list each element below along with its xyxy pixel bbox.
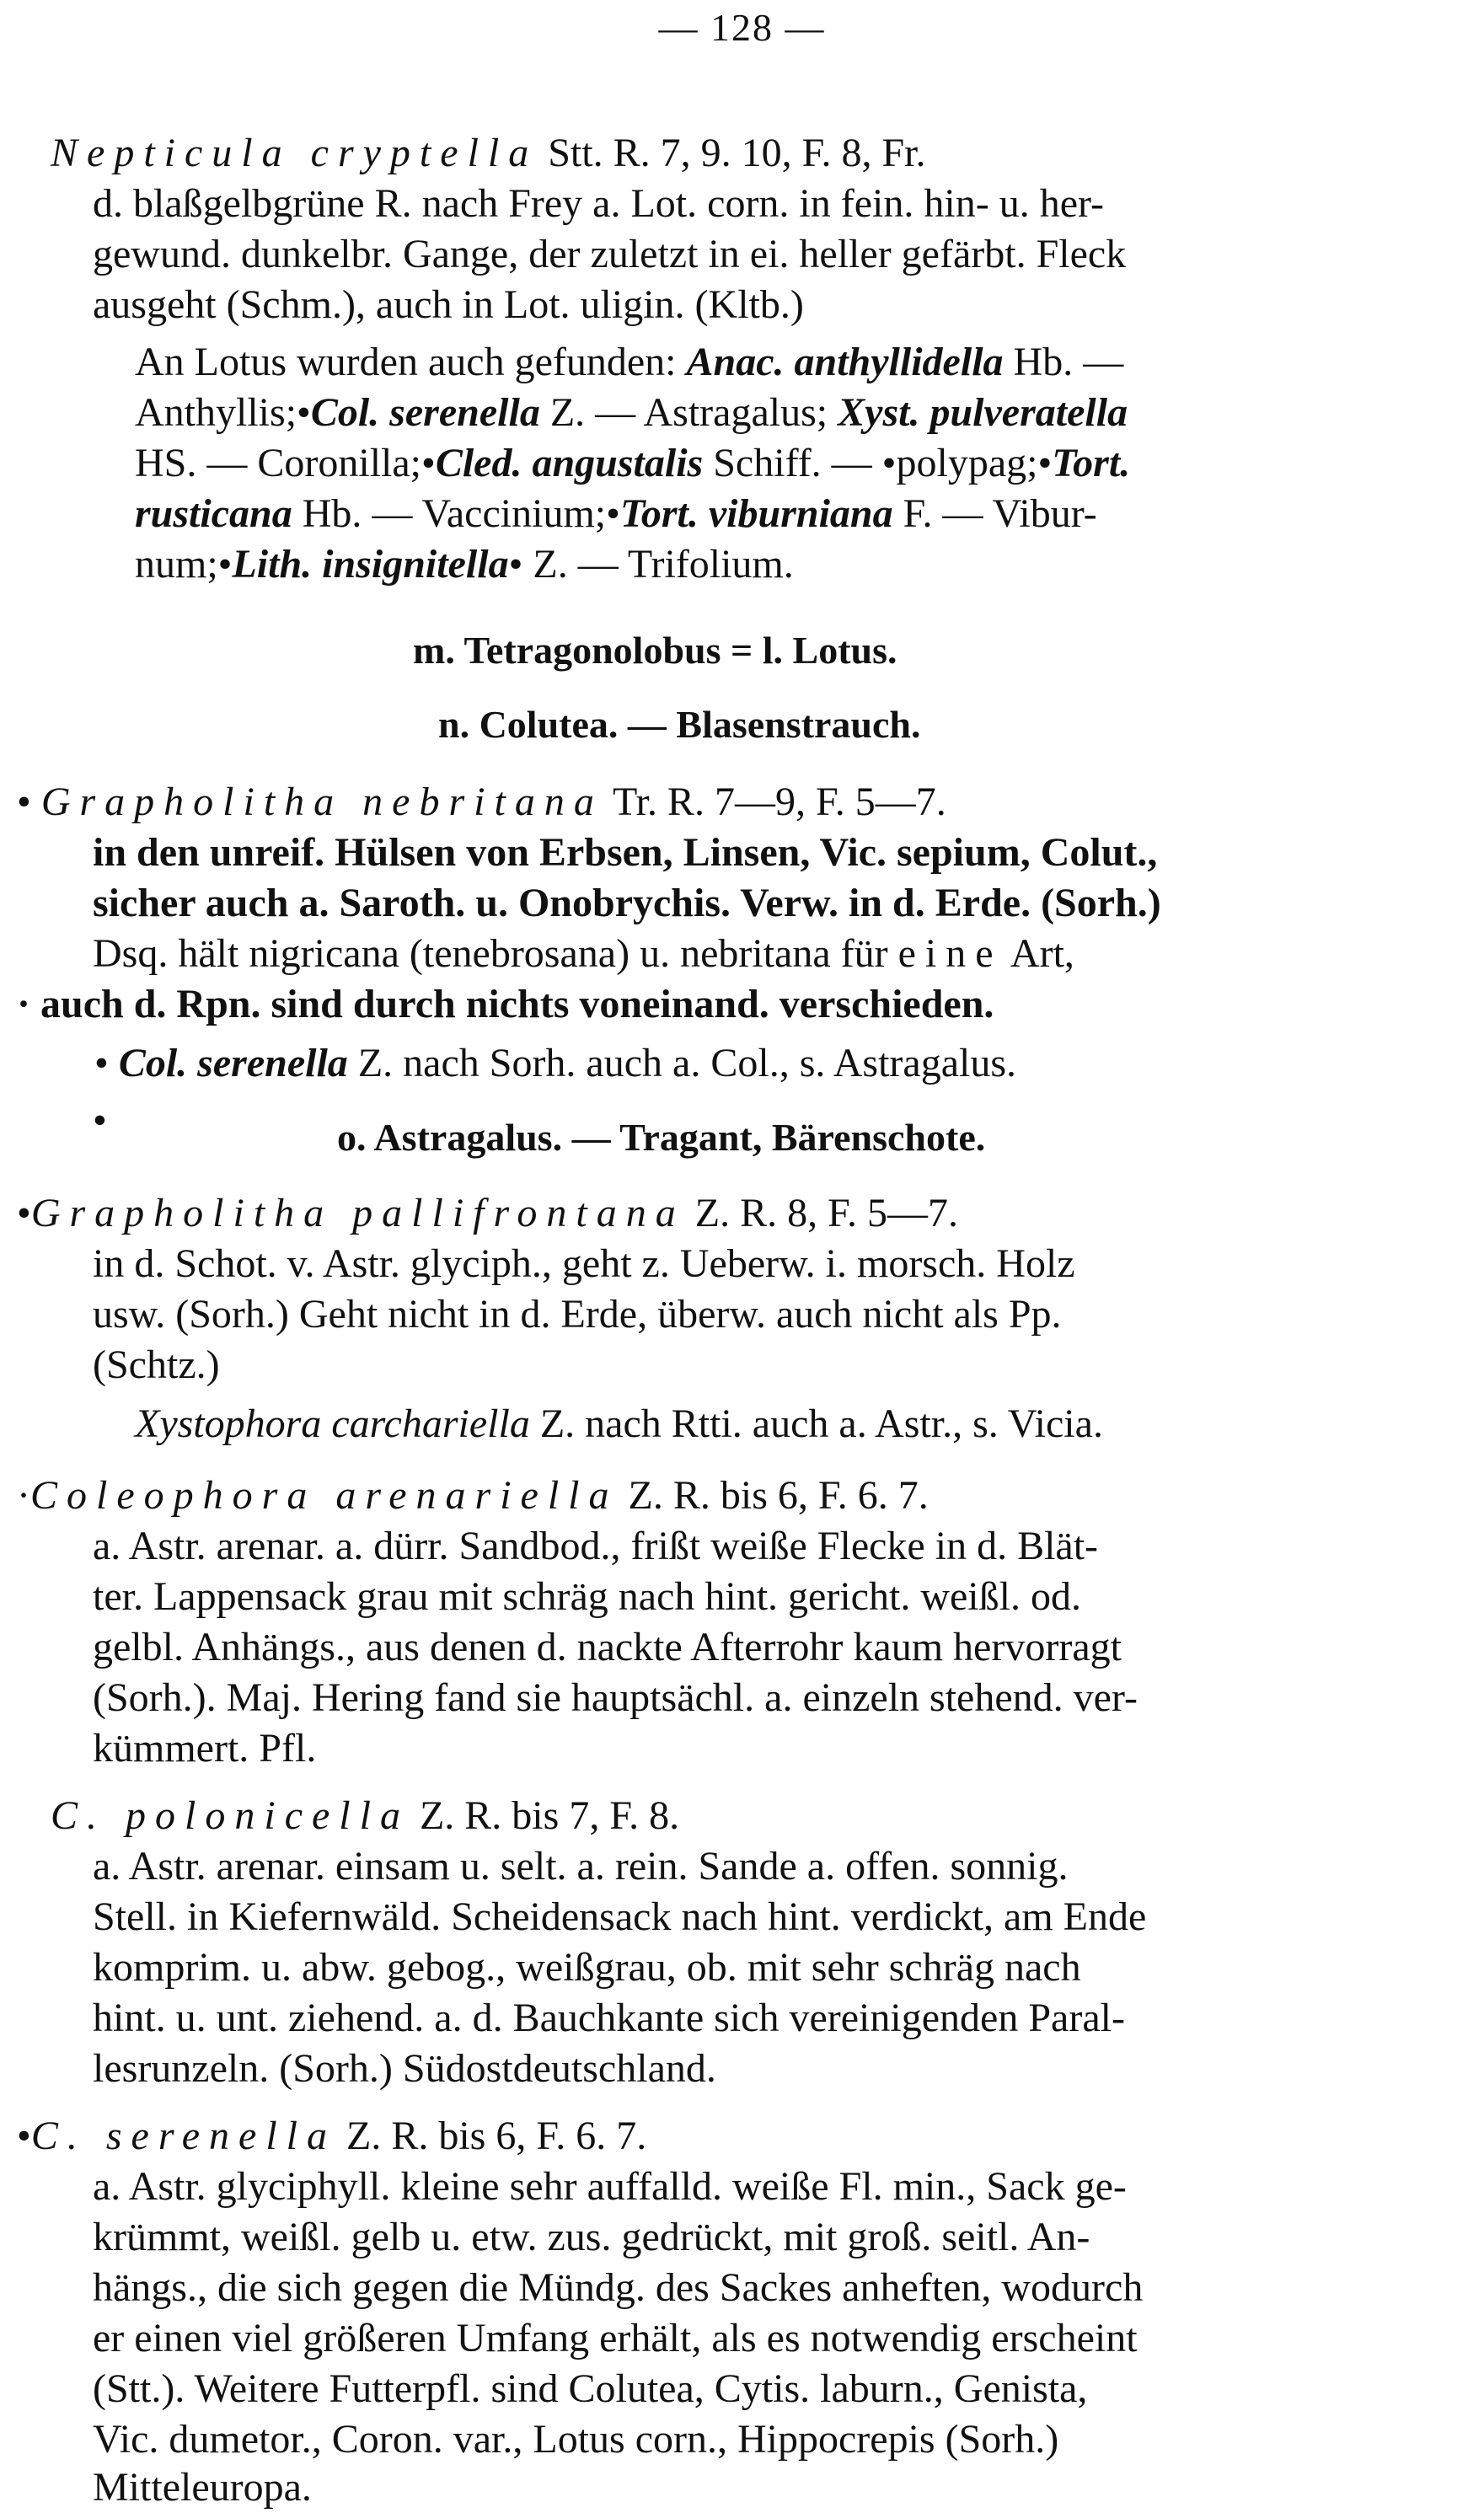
text-segment: er einen viel größeren Umfang erhält, als es notwendig erscheint <box>93 2316 1138 2360</box>
text-segment: in d. Schot. v. Astr. glyciph., geht z. Ueberw. i. morsch. Holz <box>93 1241 1075 1286</box>
text-segment: Cled. angustalis <box>435 441 704 485</box>
text-line <box>17 979 994 1030</box>
text-segment: hint. u. unt. ziehend. a. d. Bauchkante sich vereinigenden Paral- <box>93 1996 1125 2040</box>
text-line <box>135 489 1097 539</box>
text-segment: Col. serenella <box>310 390 540 435</box>
text-segment: Z. R. 8, F. 5—7. <box>684 1191 958 1235</box>
text-segment: HS. — Coronilla;• <box>135 441 436 485</box>
text-segment: in den unreif. Hülsen von Erbsen, Linsen, Vic. sepium, Colut., <box>93 830 1158 875</box>
text-line <box>51 1791 679 1841</box>
text-segment: Nepticula cryptella <box>51 131 538 175</box>
text-line <box>93 280 804 330</box>
text-line <box>94 1038 1016 1089</box>
text-line <box>135 539 794 590</box>
text-segment: hängs., die sich gegen die Mündg. des Sackes anheften, wodurch <box>93 2265 1144 2310</box>
text-line <box>93 2044 716 2094</box>
text-segment: lesrunzeln. (Sorh.) Südostdeutschland. <box>93 2046 716 2091</box>
text-segment: Tort. viburniana <box>619 491 893 536</box>
text-segment: • <box>17 1191 31 1235</box>
text-line <box>93 1096 107 1146</box>
text-line <box>93 229 1126 280</box>
text-line <box>93 2263 1143 2313</box>
text-segment: krümmt, weißl. gelb u. etw. zus. gedrückt, mit groß. seitl. An- <box>93 2215 1090 2259</box>
text-line <box>135 337 1123 388</box>
text-line <box>135 438 1130 489</box>
text-segment: Vic. dumetor., Coron. var., Lotus corn., Hippocrepis (Sorh.) <box>93 2417 1059 2462</box>
text-segment: n. Colutea. — Blasenstrauch. <box>438 703 921 746</box>
text-segment: C. polonicella <box>51 1793 410 1838</box>
text-segment: Anthyllis;• <box>135 390 311 435</box>
text-line <box>93 1993 1125 2044</box>
text-line <box>17 2111 646 2162</box>
text-line <box>413 625 897 676</box>
text-line <box>93 1942 1081 1993</box>
text-segment: Hb. — Vaccinium;• <box>292 491 620 536</box>
text-segment: Z. R. bis 6, F. 6. 7. <box>336 2114 647 2158</box>
text-segment: eine <box>897 931 1003 976</box>
text-segment: ter. Lappensack grau mit schräg nach hint. gericht. weißl. od. <box>93 1574 1081 1619</box>
text-segment: (Schtz.) <box>93 1342 220 1387</box>
text-segment: d. blaßgelbgrüne R. nach Frey a. Lot. corn. in fein. hin- u. her- <box>93 181 1105 226</box>
text-line <box>93 2212 1090 2263</box>
text-segment: gelbl. Anhängs., aus denen d. nackte Afterrohr kaum hervorragt <box>93 1625 1122 1669</box>
text-segment: C. serenella <box>30 2114 336 2158</box>
text-line <box>93 2162 1127 2212</box>
text-line <box>93 929 1074 979</box>
text-segment: · <box>17 1473 30 1518</box>
text-segment: Hb. — <box>1003 340 1124 384</box>
text-segment: Z. nach Rtti. auch a. Astr., s. Vicia. <box>529 1401 1103 1446</box>
text-line <box>93 1239 1075 1289</box>
text-segment: • Z. — Trifolium. <box>508 542 794 587</box>
text-segment: (Stt.). Weitere Futterpfl. sind Colutea, Cytis. laburn., Genista, <box>93 2366 1088 2411</box>
text-segment: Stt. R. 7, 9. 10, F. 8, Fr. <box>538 131 926 175</box>
text-segment: rusticana <box>135 491 292 536</box>
text-segment: Tort. <box>1052 441 1131 485</box>
text-segment: • <box>94 1041 119 1085</box>
text-segment: num;• <box>135 542 233 587</box>
text-line <box>17 1471 929 1521</box>
page-number: — 128 — <box>658 6 826 49</box>
text-line <box>93 179 1104 229</box>
text-line <box>93 1723 316 1774</box>
text-line <box>438 699 920 750</box>
text-segment: Schiff. — •polypag;• <box>703 441 1053 485</box>
text-segment: • <box>17 2114 31 2158</box>
text-segment: Z. R. bis 6, F. 6. 7. <box>618 1473 929 1518</box>
text-segment: Col. serenella <box>118 1041 348 1085</box>
text-segment: An Lotus wurden auch gefunden: <box>135 340 687 384</box>
text-segment: Z. nach Sorh. auch a. Col., s. Astragalus. <box>347 1041 1017 1085</box>
text-line <box>93 1892 1146 1942</box>
text-line <box>93 828 1157 878</box>
text-line <box>93 2364 1087 2414</box>
text-segment: Coleophora arenariella <box>29 1473 619 1518</box>
text-line <box>51 128 926 179</box>
text-segment: · auch d. Rpn. sind durch nichts voneinand. verschieden. <box>17 982 994 1026</box>
text-segment: • <box>93 1098 107 1143</box>
text-segment: gewund. dunkelbr. Gange, der zuletzt in ei. heller gefärbt. Fleck <box>93 232 1127 276</box>
text-segment: o. Astragalus. — Tragant, Bärenschote. <box>337 1116 986 1159</box>
text-line <box>93 1673 1138 1723</box>
text-segment: Grapholitha pallifrontana <box>30 1191 685 1235</box>
text-segment: Xystophora carchariella <box>135 1401 530 1446</box>
text-line <box>337 1112 985 1163</box>
text-line <box>93 2414 1058 2465</box>
text-segment: kümmert. Pfl. <box>93 1726 317 1771</box>
text-segment: Z. R. bis 7, F. 8. <box>409 1793 680 1838</box>
text-segment: Grapholitha nebritana <box>40 780 603 824</box>
text-segment: a. Astr. arenar. a. dürr. Sandbod., frißt weiße Flecke in d. Blät- <box>93 1524 1099 1568</box>
text-line <box>135 1399 1103 1449</box>
text-segment: Mitteleuropa. <box>93 2465 312 2510</box>
text-segment: Xyst. pulveratella <box>838 390 1128 435</box>
text-segment: Stell. in Kiefernwäld. Scheidensack nach hint. verdickt, am Ende <box>93 1894 1147 1939</box>
text-segment: Art, <box>1002 931 1074 976</box>
text-line <box>93 1521 1098 1572</box>
text-segment: (Sorh.). Maj. Hering fand sie hauptsächl. a. einzeln stehend. ver- <box>93 1675 1138 1720</box>
text-line <box>93 2462 312 2513</box>
text-segment: F. — Vibur- <box>892 491 1097 536</box>
text-segment: Z. — Astragalus; <box>539 390 838 435</box>
text-segment: m. Tetragonolobus = l. Lotus. <box>413 629 897 672</box>
text-segment: usw. (Sorh.) Geht nicht in d. Erde, überw. auch nicht als Pp. <box>93 1292 1062 1337</box>
text-line <box>93 1340 220 1390</box>
text-line <box>93 1841 1068 1892</box>
text-segment: ausgeht (Schm.), auch in Lot. uligin. (Kltb.) <box>93 282 804 327</box>
text-segment: komprim. u. abw. gebog., weißgrau, ob. mit sehr schräg nach <box>93 1945 1081 1990</box>
text-line <box>93 1622 1122 1673</box>
text-segment: a. Astr. arenar. einsam u. selt. a. rein. Sande a. offen. sonnig. <box>93 1844 1069 1889</box>
text-segment: Tr. R. 7—9, F. 5—7. <box>603 780 946 824</box>
text-segment: Anac. anthyllidella <box>686 340 1004 384</box>
text-line <box>93 1572 1081 1622</box>
text-line <box>93 878 1161 929</box>
text-segment: Lith. insignitella <box>232 542 509 587</box>
text-line <box>93 1289 1062 1340</box>
text-segment: Dsq. hält nigricana (tenebrosana) u. nebritana für <box>93 931 898 976</box>
text-segment: a. Astr. glyciphyll. kleine sehr auffalld. weiße Fl. min., Sack ge- <box>93 2164 1127 2209</box>
text-segment: sicher auch a. Saroth. u. Onobrychis. Verw. in d. Erde. (Sorh.) <box>93 881 1161 925</box>
text-line <box>17 1188 958 1239</box>
text-segment: • <box>17 780 41 824</box>
text-line <box>17 777 946 828</box>
text-line <box>135 388 1128 438</box>
text-line <box>93 2313 1138 2364</box>
